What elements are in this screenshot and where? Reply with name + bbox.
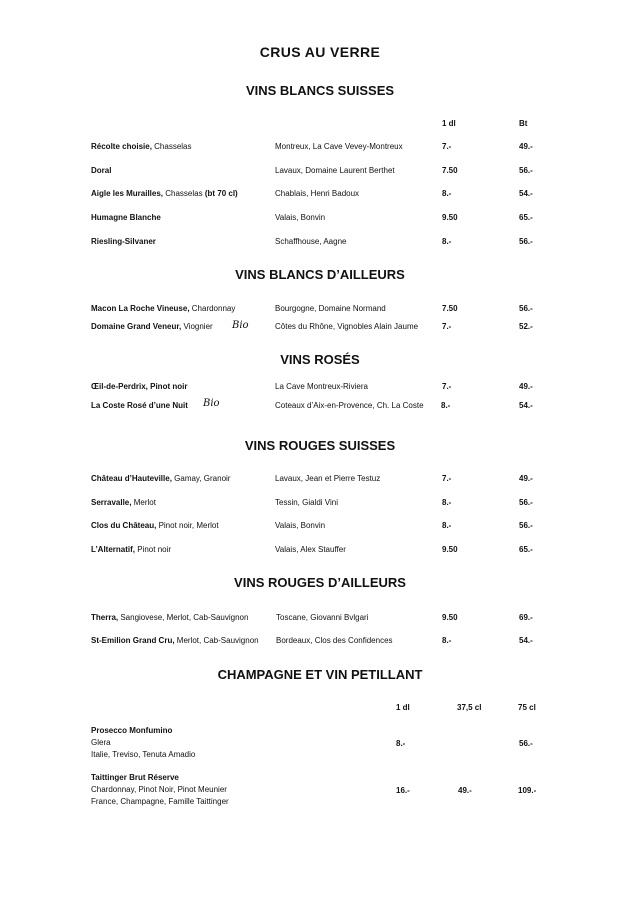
wine-origin: Bourgogne, Domaine Normand — [275, 304, 386, 313]
wine-origin: Lavaux, Domaine Laurent Berthet — [275, 166, 395, 175]
wine-origin: Toscane, Giovanni Bvlgari — [276, 613, 369, 622]
price-bottle: 65.- — [519, 213, 533, 222]
wine-row — [0, 211, 640, 225]
wine-row — [0, 164, 640, 178]
wine-name: Humagne Blanche — [91, 213, 161, 222]
section-title-roses: VINS ROSÉS — [280, 352, 360, 367]
wine-name: St-Emilion Grand Cru, Merlot, Cab-Sauvignon — [91, 636, 259, 645]
section-title-rouges-suisses: VINS ROUGES SUISSES — [244, 438, 396, 453]
wine-name: Taittinger Brut Réserve — [91, 773, 179, 782]
price-glass: 7.- — [442, 382, 452, 391]
price-bottle: 54.- — [519, 401, 533, 410]
wine-name: Doral — [91, 166, 112, 175]
wine-row — [0, 320, 640, 334]
price-bottle: 65.- — [519, 545, 533, 554]
wine-name: Riesling-Silvaner — [91, 237, 156, 246]
wine-origin: Italie, Treviso, Tenuta Amadio — [91, 750, 196, 759]
wine-name: La Coste Rosé d’une Nuit — [91, 401, 188, 410]
price-glass: 7.- — [442, 322, 452, 331]
wine-name: Aigle les Murailles, Chasselas (bt 70 cl) — [91, 189, 238, 198]
col-header-37cl: 37,5 cl — [457, 703, 482, 712]
price-glass: 8.- — [396, 739, 406, 748]
column-headers — [0, 701, 640, 715]
page-title: CRUS AU VERRE — [259, 44, 381, 60]
price-bottle: 56.- — [519, 521, 533, 530]
price-bottle: 109.- — [518, 786, 537, 795]
wine-row — [0, 187, 640, 201]
price-glass: 8.- — [442, 521, 452, 530]
price-bottle: 56.- — [519, 498, 533, 507]
price-bottle: 49.- — [519, 474, 533, 483]
wine-row — [0, 543, 640, 557]
price-bottle: 49.- — [519, 382, 533, 391]
sparkling-wine-item — [91, 725, 195, 761]
wine-row — [0, 140, 640, 154]
sparkling-wine-item — [91, 772, 229, 808]
price-glass: 7.- — [442, 474, 452, 483]
wine-row — [0, 611, 640, 625]
price-glass: 9.50 — [442, 613, 458, 622]
section-title-blancs-ailleurs: VINS BLANCS D’AILLEURS — [235, 267, 405, 282]
price-bottle: 56.- — [519, 166, 533, 175]
section-title-champagne: CHAMPAGNE ET VIN PETILLANT — [217, 667, 423, 682]
wine-origin: Valais, Bonvin — [275, 521, 326, 530]
price-glass: 16.- — [396, 786, 410, 795]
wine-row — [0, 380, 640, 394]
price-bottle: 52.- — [519, 322, 533, 331]
col-header-1dl: 1 dl — [396, 703, 410, 712]
price-bottle: 54.- — [519, 189, 533, 198]
wine-row — [0, 235, 640, 249]
price-glass: 8.- — [442, 189, 452, 198]
wine-row — [0, 472, 640, 486]
wine-origin: La Cave Montreux-Riviera — [275, 382, 368, 391]
price-glass: 8.- — [442, 636, 452, 645]
price-bottle: 56.- — [519, 739, 533, 748]
wine-origin: Tessin, Gialdi Vini — [275, 498, 338, 507]
wine-origin: Coteaux d’Aix-en-Provence, Ch. La Coste — [275, 401, 424, 410]
wine-origin: Valais, Bonvin — [275, 213, 326, 222]
price-bottle: 56.- — [519, 237, 533, 246]
wine-origin: Lavaux, Jean et Pierre Testuz — [275, 474, 381, 483]
wine-name: Récolte choisie, Chasselas — [91, 142, 192, 151]
bio-logo-icon: Bio — [203, 398, 220, 409]
wine-name: Macon La Roche Vineuse, Chardonnay — [91, 304, 236, 313]
price-bottle: 56.- — [519, 304, 533, 313]
wine-grape: Glera — [91, 738, 111, 747]
wine-origin: Schaffhouse, Aagne — [275, 237, 347, 246]
wine-origin: Chablais, Henri Badoux — [275, 189, 360, 198]
column-headers — [0, 117, 640, 131]
col-header-75cl: 75 cl — [518, 703, 536, 712]
wine-origin: Montreux, La Cave Vevey-Montreux — [275, 142, 403, 151]
wine-origin: Valais, Alex Stauffer — [275, 545, 346, 554]
price-bottle: 54.- — [519, 636, 533, 645]
wine-row — [0, 399, 640, 413]
price-glass: 8.- — [441, 401, 451, 410]
wine-name: Domaine Grand Veneur, Viognier — [91, 322, 213, 331]
price-glass: 8.- — [442, 498, 452, 507]
price-glass: 9.50 — [442, 213, 458, 222]
price-glass: 7.50 — [442, 304, 458, 313]
price-glass: 7.- — [442, 142, 452, 151]
wine-name: Prosecco Monfumino — [91, 726, 173, 735]
price-bottle: 69.- — [519, 613, 533, 622]
wine-origin: Bordeaux, Clos des Confidences — [276, 636, 393, 645]
wine-name: Clos du Château, Pinot noir, Merlot — [91, 521, 219, 530]
col-header-bt: Bt — [519, 119, 528, 128]
wine-origin: Côtes du Rhône, Vignobles Alain Jaume — [275, 322, 419, 331]
wine-name: Serravalle, Merlot — [91, 498, 156, 507]
price-half-bottle: 49.- — [458, 786, 472, 795]
wine-row — [0, 519, 640, 533]
col-header-1dl: 1 dl — [442, 119, 456, 128]
price-bottle: 49.- — [519, 142, 533, 151]
wine-row — [0, 302, 640, 316]
wine-grape: Chardonnay, Pinot Noir, Pinot Meunier — [91, 785, 227, 794]
wine-name: Therra, Sangiovese, Merlot, Cab-Sauvignon — [91, 613, 249, 622]
wine-row — [0, 496, 640, 510]
section-title-blancs-suisses: VINS BLANCS SUISSES — [245, 83, 395, 98]
wine-name: L’Alternatif, Pinot noir — [91, 545, 172, 554]
wine-row — [0, 634, 640, 648]
price-glass: 8.- — [442, 237, 452, 246]
price-glass: 9.50 — [442, 545, 458, 554]
wine-name: Œil-de-Perdrix, Pinot noir — [91, 382, 188, 391]
section-title-rouges-ailleurs: VINS ROUGES D’AILLEURS — [234, 575, 406, 590]
bio-logo-icon: Bio — [232, 320, 249, 331]
wine-origin: France, Champagne, Famille Taittinger — [91, 797, 229, 806]
wine-name: Château d’Hauteville, Gamay, Granoir — [91, 474, 231, 483]
price-glass: 7.50 — [442, 166, 458, 175]
